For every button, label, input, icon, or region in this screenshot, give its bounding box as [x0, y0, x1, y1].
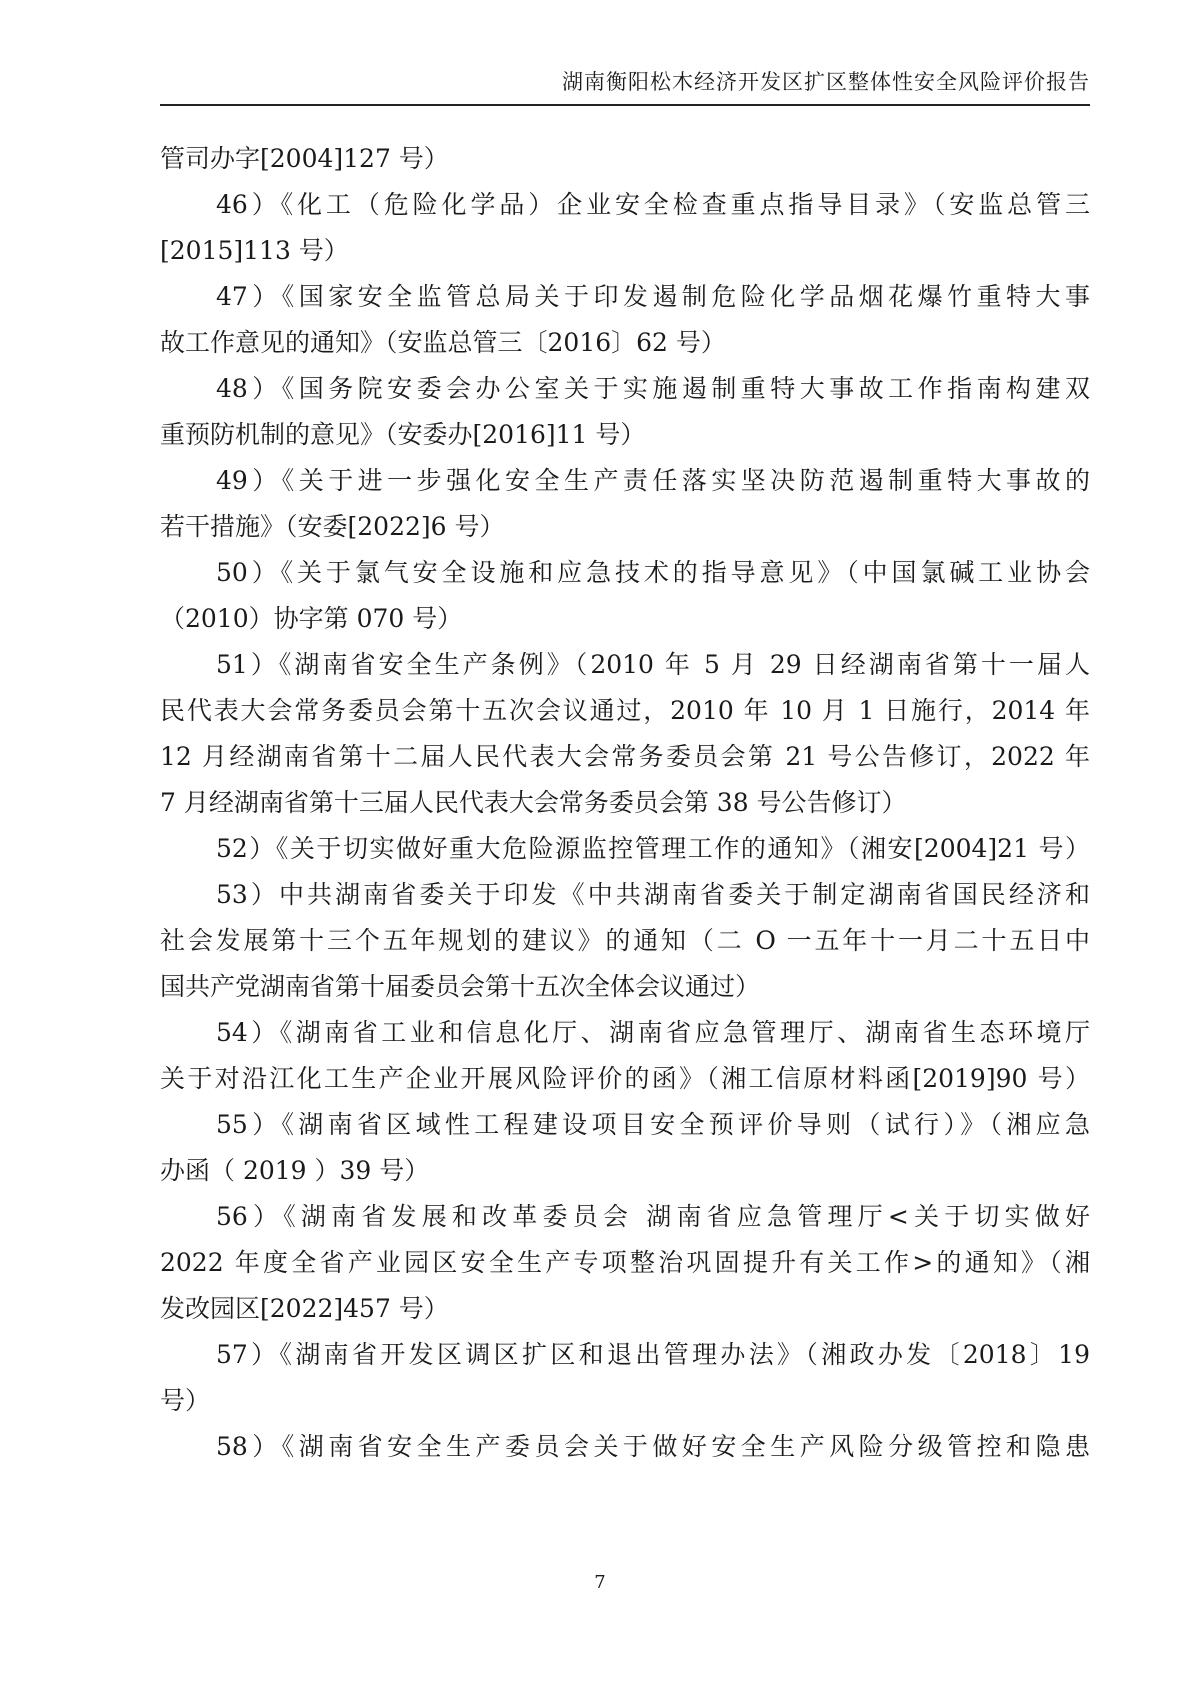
text-line: （2010）协字第 070 号） [160, 604, 463, 633]
text-line: 12 月经湖南省第十二届人民代表大会常务委员会第 21 号公告修订，2022 年 [160, 742, 1090, 771]
text-line: 54）《湖南省工业和信息化厅、湖南省应急管理厅、湖南省生态环境厅 [216, 1018, 1090, 1047]
page-number: 7 [594, 1572, 606, 1593]
text-line: 故工作意见的通知》（安监总管三〔2016〕62 号） [160, 328, 726, 357]
text-line: 发改园区[2022]457 号） [160, 1294, 449, 1323]
text-line: 2022 年度全省产业园区安全生产专项整治巩固提升有关工作>的通知》（湘 [160, 1248, 1090, 1277]
text-line: 办函（ 2019 ）39 号） [160, 1156, 430, 1185]
text-line: [2015]113 号） [160, 236, 349, 265]
text-line: 关于对沿江化工生产企业开展风险评价的函》（湘工信原材料函[2019]90 号） [160, 1064, 1090, 1093]
text-line: 46）《化工（危险化学品）企业安全检查重点指导目录》（安监总管三 [216, 190, 1090, 219]
body-text [160, 136, 1090, 1470]
text-line: 58）《湖南省安全生产委员会关于做好安全生产风险分级管控和隐患 [216, 1432, 1090, 1461]
text-line: 55）《湖南省区域性工程建设项目安全预评价导则（试行）》（湘应急 [216, 1110, 1090, 1139]
text-line: 53）中共湖南省委关于印发《中共湖南省委关于制定湖南省国民经济和 [216, 880, 1090, 909]
text-line: 50）《关于氯气安全设施和应急技术的指导意见》（中国氯碱工业协会 [216, 558, 1090, 587]
text-line: 47）《国家安全监管总局关于印发遏制危险化学品烟花爆竹重特大事 [216, 282, 1090, 311]
text-line: 51）《湖南省安全生产条例》（2010 年 5 月 29 日经湖南省第十一届人 [216, 650, 1090, 679]
text-line: 48）《国务院安委会办公室关于实施遏制重特大事故工作指南构建双 [216, 374, 1090, 403]
text-line: 国共产党湖南省第十届委员会第十五次全体会议通过） [160, 972, 761, 1001]
text-line: 56）《湖南省发展和改革委员会 湖南省应急管理厅<关于切实做好 [216, 1202, 1090, 1231]
text-line: 49）《关于进一步强化安全生产责任落实坚决防范遏制重特大事故的 [216, 466, 1090, 495]
text-line: 57）《湖南省开发区调区扩区和退出管理办法》（湘政办发〔2018〕19 [216, 1340, 1090, 1369]
text-line: 民代表大会常务委员会第十五次会议通过，2010 年 10 月 1 日施行，2014 年 [160, 696, 1090, 725]
text-line: 重预防机制的意见》（安委办[2016]11 号） [160, 420, 646, 449]
text-line: 52）《关于切实做好重大危险源监控管理工作的通知》（湘安[2004]21 号） [216, 834, 1090, 863]
text-line: 7 月经湖南省第十三届人民代表大会常务委员会第 38 号公告修订） [160, 788, 907, 817]
page-header [160, 62, 1090, 106]
text-line: 号） [160, 1386, 211, 1415]
text-line: 若干措施》（安委[2022]6 号） [160, 512, 505, 541]
text-line: 管司办字[2004]127 号） [160, 144, 449, 173]
header-title: 湖南衡阳松木经济开发区扩区整体性安全风险评价报告 [562, 70, 1090, 94]
text-line: 社会发展第十三个五年规划的建议》的通知（二 O 一五年十一月二十五日中 [160, 926, 1090, 955]
